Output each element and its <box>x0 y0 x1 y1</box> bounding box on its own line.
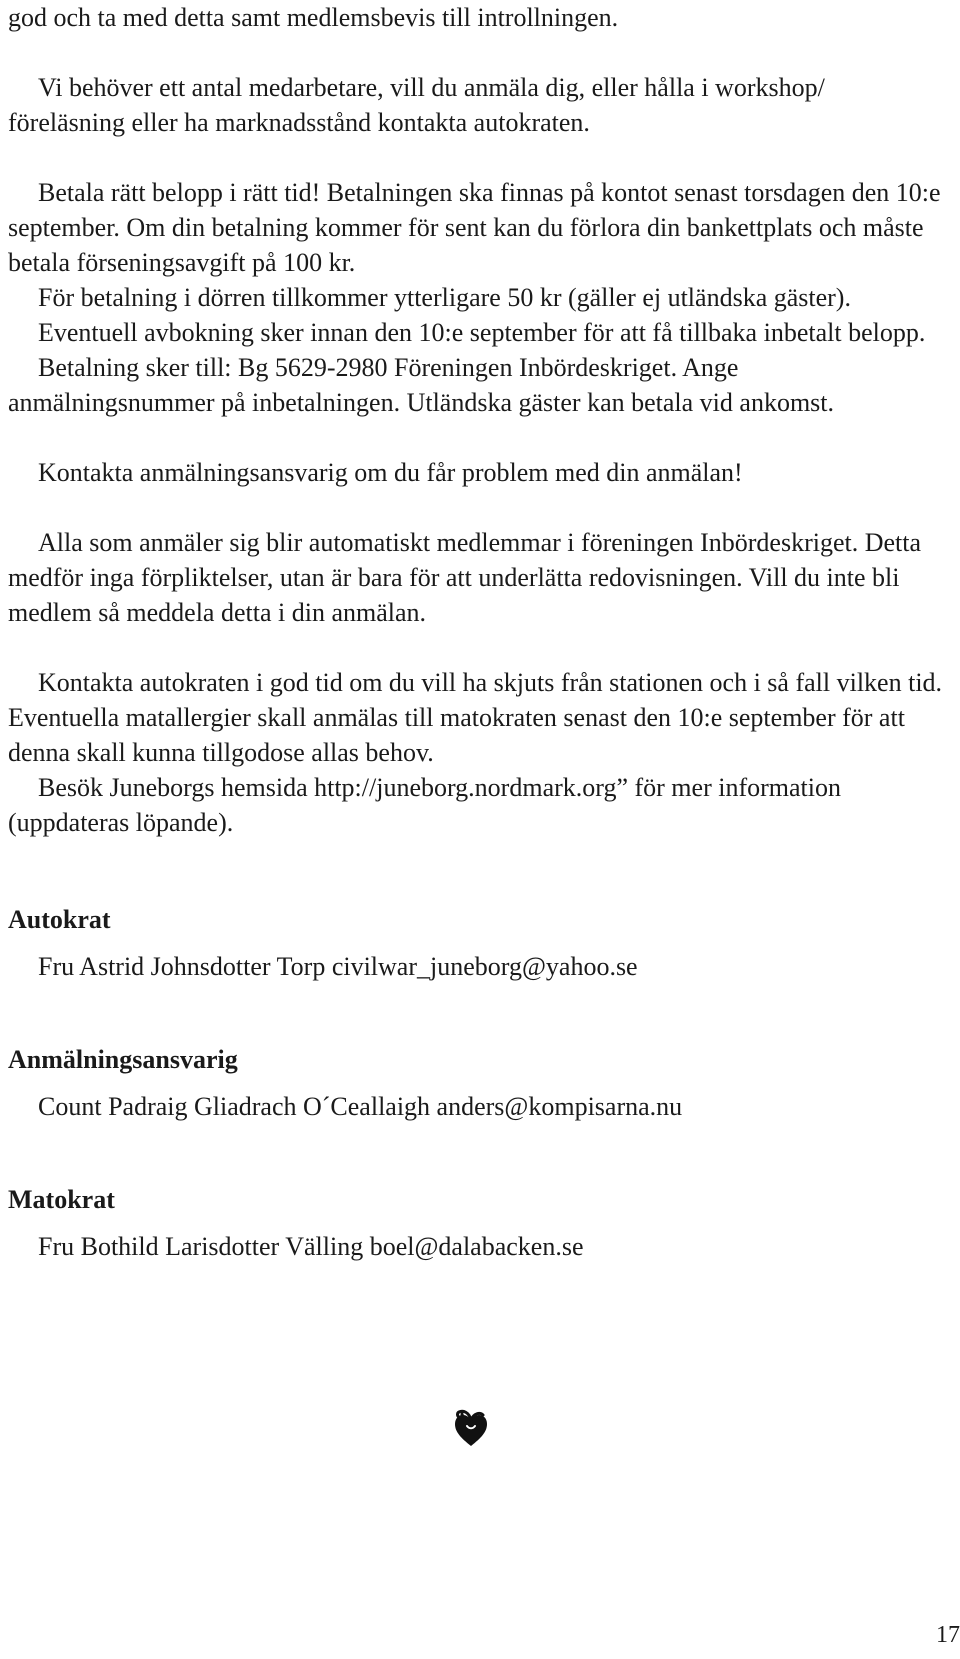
contact-autokrat-details: Fru Astrid Johnsdotter Torp civilwar_juneborg@yahoo.se <box>38 952 638 981</box>
document-page <box>8 0 948 1264</box>
paragraph-transport-allergies: Kontakta autokraten i god tid om du vill ha skjuts från stationen och i så fall vilken tid. Eventuella matallergier skall anmälas till matokraten senast den 10:e september för att denna skall kunna tillgodose allas behov. <box>8 668 943 767</box>
paragraph-payment-deadline: Betala rätt belopp i rätt tid! Betalningen ska finnas på kontot senast torsdagen den 10:e september. Om din betalning kommer för sent kan du förlora din bankettplats och måste betala förseningsavgift på 100 kr. <box>8 178 941 277</box>
contact-matokrat <box>8 1182 948 1264</box>
paragraph-volunteers: Vi behöver ett antal medarbetare, vill du anmäla dig, eller hålla i workshop/ föreläsning eller ha marknadsstånd kontakta autokraten. <box>8 73 825 137</box>
paragraph-website: Besök Juneborgs hemsida http://juneborg.nordmark.org” för mer information (uppdateras löpande). <box>8 773 841 837</box>
paragraph-cancellation: Eventuell avbokning sker innan den 10:e september för att få tillbaka inbetalt belopp. <box>38 318 926 347</box>
paragraph-door-payment: För betalning i dörren tillkommer ytterligare 50 kr (gäller ej utländska gäster). <box>38 283 851 312</box>
heading-matokrat: Matokrat <box>8 1185 115 1214</box>
paragraph-payment-account: Betalning sker till: Bg 5629-2980 Föreningen Inbördeskriget. Ange anmälningsnummer på inbetalningen. Utländska gäster kan betala vid ankomst. <box>8 353 835 417</box>
contact-anmalningsansvarig <box>8 1042 948 1124</box>
contact-autokrat <box>8 902 948 984</box>
page-number: 17 <box>936 1622 960 1648</box>
contact-matokrat-details: Fru Bothild Larisdotter Välling boel@dalabacken.se <box>38 1232 584 1261</box>
floral-heart-icon <box>447 1402 495 1450</box>
heading-anmalningsansvarig: Anmälningsansvarig <box>8 1045 238 1074</box>
paragraph-contact-registrar: Kontakta anmälningsansvarig om du får problem med din anmälan! <box>38 458 743 487</box>
paragraph-membership: Alla som anmäler sig blir automatiskt medlemmar i föreningen Inbördeskriget. Detta medför inga förpliktelser, utan är bara för att underlätta redovisningen. Vill du inte bli medlem så meddela detta i din anmälan. <box>8 528 922 627</box>
contact-anmalningsansvarig-details: Count Padraig Gliadrach O´Ceallaigh anders@kompisarna.nu <box>38 1092 683 1121</box>
heading-autokrat: Autokrat <box>8 905 111 934</box>
paragraph-intro-continuation: god och ta med detta samt medlemsbevis till introllningen. <box>8 3 619 32</box>
